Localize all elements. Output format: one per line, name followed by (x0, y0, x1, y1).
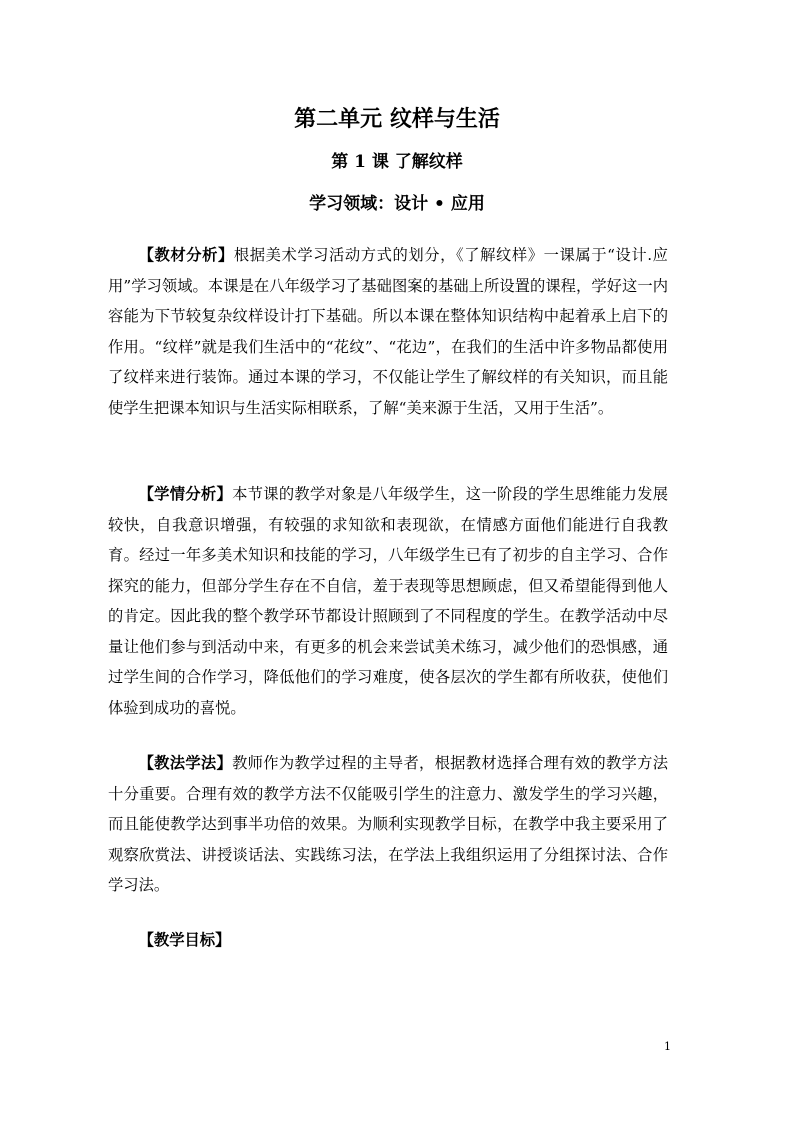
lesson-title: 第 1 课 了解纹样 (331, 152, 463, 172)
page-number: 1 (664, 1040, 671, 1053)
section-heading: 【教材分析】 (138, 246, 234, 264)
section-text: 本节课的教学对象是八年级学生，这一阶段的学生思维能力发展较快，自我意识增强，有较强的求知欲和表现欲，在情感方面他们能进行自我教育。经过一年多美术知识和技能的学习，八年级学生已有了初步的自主学习、合作探究的能力，但部分学生存在不自信，羞于表现等思想顾虑，但又希望能得到他人的肯定。因此我的整个教学环节都设计照顾到了不同程度的学生。在教学活动中尽量让他们参与到活动中来，有更多的机会来尝试美术练习，减少他们的恐惧感，通过学生间的合作学习，降低他们的学习难度，使各层次的学生都有所收获，使他们体验到成功的喜悦。 (108, 485, 668, 717)
section-heading: 【教法学法】 (138, 754, 233, 772)
section-student-analysis (108, 479, 668, 723)
section-text: 根据美术学习活动方式的划分，《了解纹样》一课属于“设计.应用”学习领域。本课是在八年级学习了基础图案的基础上所设置的课程，学好这一内容能为下节较复杂纹样设计打下基础。所以本课在整体知识结构中起着承上启下的作用。“纹样”就是我们生活中的“花纹”、“花边”，在我们的生活中许多物品都使用了纹样来进行装饰。通过本课的学习，不仅能让学生了解纹样的有关知识，而且能使学生把课本知识与生活实际相联系，了解“美来源于生活，又用于生活”。 (108, 246, 668, 417)
section-text: 教师作为教学过程的主导者，根据教材选择合理有效的教学方法十分重要。合理有效的教学方法不仅能吸引学生的注意力、激发学生的学习兴趣，而且能使教学达到事半功倍的效果。为顺利实现教学目标，在教学中我主要采用了观察欣赏法、讲授谈话法、实践练习法，在学法上我组织运用了分组探讨法、合作学习法。 (108, 754, 668, 894)
section-heading: 【教学目标】 (138, 931, 231, 949)
unit-title: 第二单元 纹样与生活 (294, 106, 500, 132)
section-teaching-objectives (108, 925, 668, 956)
domain-title: 学习领域：设计 • 应用 (309, 194, 485, 214)
section-teaching-methods (108, 748, 668, 901)
section-textbook-analysis (108, 240, 668, 423)
section-heading: 【学情分析】 (138, 485, 233, 503)
